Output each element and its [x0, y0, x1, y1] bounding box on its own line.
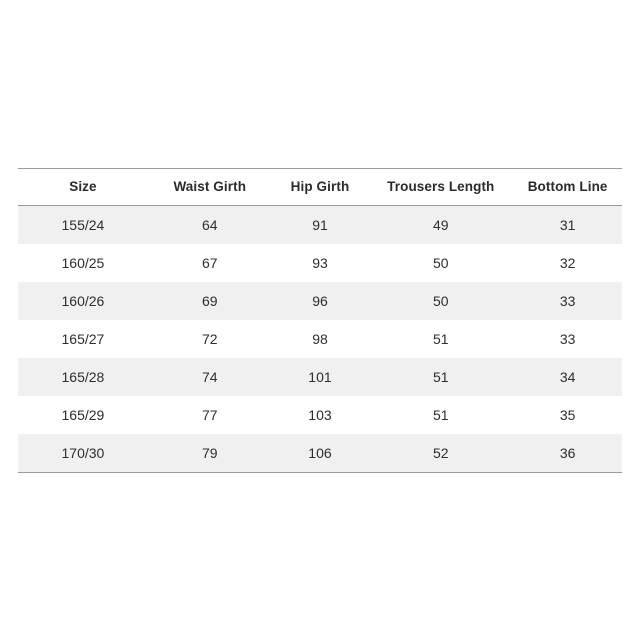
- cell-waist-girth: 77: [148, 396, 272, 434]
- table-row: [18, 320, 622, 358]
- cell-bottom-line: 35: [513, 396, 622, 434]
- table-body: [18, 206, 622, 473]
- table-header: [18, 169, 622, 206]
- cell-hip-girth: 103: [272, 396, 369, 434]
- cell-bottom-line: 33: [513, 320, 622, 358]
- table-row: [18, 282, 622, 320]
- cell-bottom-line: 34: [513, 358, 622, 396]
- column-header-waist-girth: Waist Girth: [148, 169, 272, 206]
- column-header-hip-girth: Hip Girth: [272, 169, 369, 206]
- cell-hip-girth: 106: [272, 434, 369, 473]
- column-header-trousers-length: Trousers Length: [368, 169, 513, 206]
- cell-waist-girth: 64: [148, 206, 272, 245]
- table-row: [18, 358, 622, 396]
- cell-trousers-length: 51: [368, 396, 513, 434]
- cell-size: 155/24: [18, 206, 148, 245]
- cell-waist-girth: 74: [148, 358, 272, 396]
- cell-hip-girth: 91: [272, 206, 369, 245]
- cell-trousers-length: 51: [368, 358, 513, 396]
- cell-size: 165/29: [18, 396, 148, 434]
- cell-hip-girth: 96: [272, 282, 369, 320]
- cell-bottom-line: 33: [513, 282, 622, 320]
- cell-bottom-line: 36: [513, 434, 622, 473]
- table-row: [18, 244, 622, 282]
- cell-size: 160/26: [18, 282, 148, 320]
- cell-size: 170/30: [18, 434, 148, 473]
- table-row: [18, 434, 622, 473]
- size-chart-container: [18, 168, 622, 473]
- cell-hip-girth: 101: [272, 358, 369, 396]
- cell-hip-girth: 98: [272, 320, 369, 358]
- table-row: [18, 396, 622, 434]
- size-chart-table: [18, 168, 622, 473]
- cell-trousers-length: 50: [368, 282, 513, 320]
- cell-trousers-length: 50: [368, 244, 513, 282]
- cell-size: 165/28: [18, 358, 148, 396]
- cell-waist-girth: 79: [148, 434, 272, 473]
- cell-size: 165/27: [18, 320, 148, 358]
- cell-hip-girth: 93: [272, 244, 369, 282]
- cell-trousers-length: 52: [368, 434, 513, 473]
- cell-size: 160/25: [18, 244, 148, 282]
- table-row: [18, 206, 622, 245]
- cell-trousers-length: 51: [368, 320, 513, 358]
- column-header-size: Size: [18, 169, 148, 206]
- cell-waist-girth: 72: [148, 320, 272, 358]
- cell-bottom-line: 31: [513, 206, 622, 245]
- cell-waist-girth: 69: [148, 282, 272, 320]
- cell-waist-girth: 67: [148, 244, 272, 282]
- column-header-bottom-line: Bottom Line: [513, 169, 622, 206]
- cell-bottom-line: 32: [513, 244, 622, 282]
- table-header-row: [18, 169, 622, 206]
- cell-trousers-length: 49: [368, 206, 513, 245]
